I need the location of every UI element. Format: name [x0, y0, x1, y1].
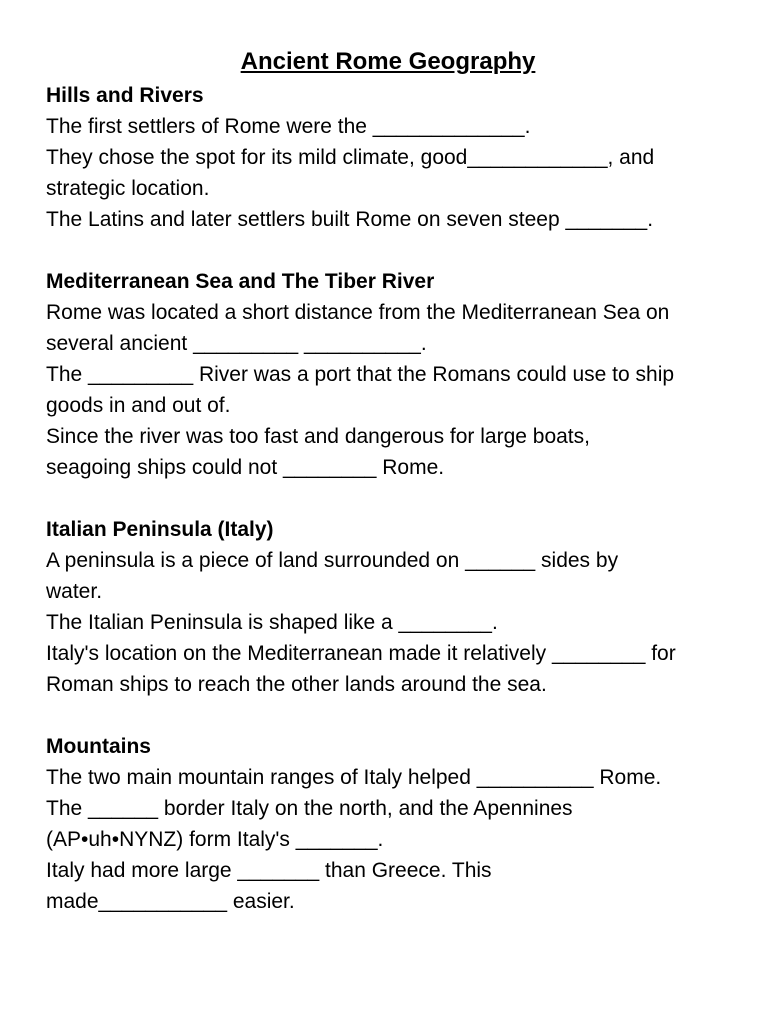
worksheet-line: The ______ border Italy on the north, and the Apennines [46, 797, 573, 820]
worksheet-line: strategic location. [46, 177, 210, 200]
worksheet-line: The Latins and later settlers built Rome on seven steep _______. [46, 208, 654, 231]
section-heading: Mediterranean Sea and The Tiber River [46, 270, 435, 293]
worksheet-line: several ancient _________ __________. [46, 332, 427, 355]
worksheet-line: The Italian Peninsula is shaped like a ________. [46, 611, 498, 634]
worksheet-line: Roman ships to reach the other lands around the sea. [46, 673, 547, 696]
worksheet-line: (AP•uh•NYNZ) form Italy's _______. [46, 828, 384, 851]
worksheet-line: water. [46, 580, 103, 603]
worksheet-line: Italy's location on the Mediterranean made it relatively ________ for [46, 642, 676, 665]
section-mediterranean-tiber [46, 266, 736, 483]
worksheet-line: They chose the spot for its mild climate, good____________, and [46, 146, 655, 169]
section-heading: Mountains [46, 735, 151, 758]
worksheet-page [46, 44, 736, 948]
section-heading: Hills and Rivers [46, 84, 204, 107]
worksheet-title: Ancient Rome Geography [240, 48, 536, 75]
section-heading: Italian Peninsula (Italy) [46, 518, 274, 541]
worksheet-line: Since the river was too fast and dangerous for large boats, [46, 425, 590, 448]
worksheet-line: The _________ River was a port that the Romans could use to ship [46, 363, 675, 386]
worksheet-line: The first settlers of Rome were the _____________. [46, 115, 531, 138]
worksheet-line: made___________ easier. [46, 890, 295, 913]
worksheet-line: seagoing ships could not ________ Rome. [46, 456, 445, 479]
worksheet-line: goods in and out of. [46, 394, 231, 417]
section-italian-peninsula [46, 514, 736, 700]
section-hills-and-rivers [46, 80, 736, 235]
worksheet-line: Italy had more large _______ than Greece. This [46, 859, 492, 882]
section-mountains [46, 731, 736, 917]
worksheet-line: The two main mountain ranges of Italy helped __________ Rome. [46, 766, 662, 789]
worksheet-line: Rome was located a short distance from the Mediterranean Sea on [46, 301, 670, 324]
worksheet-line: A peninsula is a piece of land surrounded on ______ sides by [46, 549, 619, 572]
